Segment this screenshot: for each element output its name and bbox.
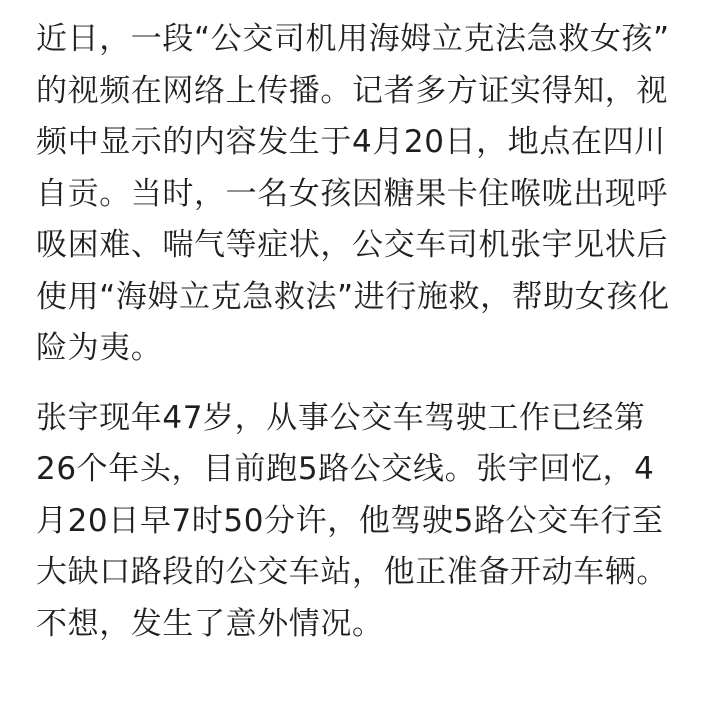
paragraph-1: [36, 14, 696, 375]
text-line: 月20日早7时50分许，他驾驶5路公交车行至: [36, 502, 664, 539]
text-line: 吸困难、喘气等症状，公交车司机张宇见状后: [36, 227, 668, 263]
text-line: 不想，发生了意外情况。: [36, 605, 384, 642]
article-body: [36, 14, 696, 650]
text-line: 自贡。当时，一名女孩因糖果卡住喉咙出现呼: [36, 175, 668, 212]
text-line: 频中显示的内容发生于4月20日，地点在四川: [36, 124, 666, 160]
text-line: 近日，一段“公交司机用海姆立克法急救女孩”: [36, 21, 670, 57]
text-line: 的视频在网络上传播。记者多方证实得知，视: [36, 72, 668, 109]
text-line: 张宇现年47岁，从事公交车驾驶工作已经第: [36, 399, 646, 436]
text-line: 26个年头，目前跑5路公交线。张宇回忆，4: [36, 451, 655, 487]
paragraph-spacer: [36, 375, 696, 393]
text-line: 使用“海姆立克急救法”进行施救，帮助女孩化: [36, 278, 670, 315]
paragraph-2: [36, 393, 696, 651]
text-line: 险为夷。: [36, 330, 163, 366]
text-line: 大缺口路段的公交车站，他正准备开动车辆。: [36, 554, 668, 590]
